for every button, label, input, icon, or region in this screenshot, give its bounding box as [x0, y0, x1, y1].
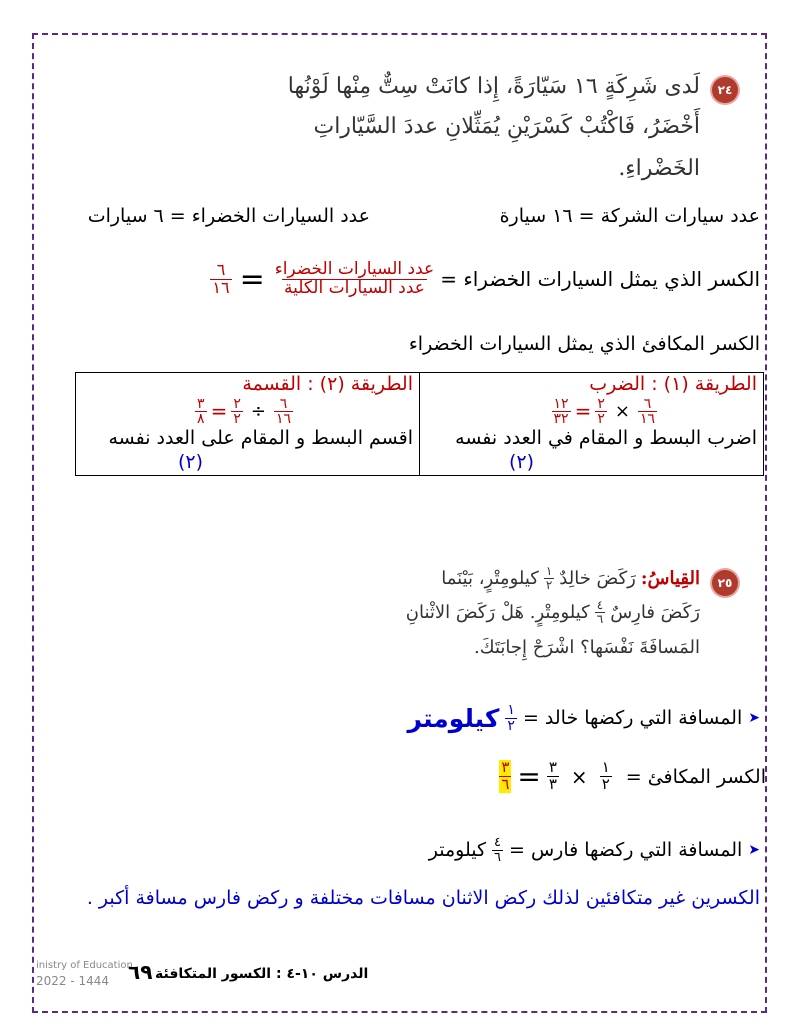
m2-original: [274, 397, 293, 427]
fares-den: ٦: [494, 849, 501, 865]
q25-khalid-num: ١: [545, 564, 553, 578]
m1-result: [552, 397, 571, 427]
numeric-denominator: ١٦: [212, 277, 230, 297]
equivalent-label: الكسر المكافئ =: [625, 765, 766, 788]
m2-equals: =: [210, 399, 228, 424]
lesson-title: الدرس ١٠-٤ : الكسور المتكافئة: [155, 966, 369, 982]
eq-original-num: ١: [601, 758, 610, 777]
q24-line1: لَدى شَرِكَةٍ ١٦ سَيّارَةً، إِذا كانَتْ سِتٌّ مِنْها لَوْنُها: [287, 74, 700, 99]
q25-line2-a: رَكَضَ فارِسٌ: [610, 601, 700, 623]
eq-original: [600, 760, 612, 793]
q25-keyword: القِياسُ:: [640, 567, 700, 589]
method-1-equation: [426, 397, 657, 427]
method-2-equation: [82, 397, 293, 427]
fares-label: المسافة التي ركضها فارس =: [509, 839, 743, 862]
m2-result: [195, 397, 207, 427]
green-cars-count: عدد السيارات الخضراء = ٦ سيارات: [87, 205, 370, 227]
method-1-title: الطريقة (١) : الضرب: [589, 373, 757, 395]
company-cars-count: عدد سيارات الشركة = ١٦ سيارة: [499, 205, 760, 227]
method-2-cell: [76, 373, 420, 476]
ministry-watermark: inistry of Education: [36, 960, 133, 971]
eq-result-den: ٦: [501, 775, 510, 793]
fraction-equation: [210, 261, 760, 298]
m1-original-num: ٦: [643, 395, 652, 412]
question-25-badge: ٢٥: [712, 570, 738, 596]
q24-line3: الخَضْراءِ.: [618, 156, 700, 181]
eq-factor: [547, 760, 559, 793]
q25-khalid-fraction: [544, 565, 554, 591]
m2-divisor-num: ٢: [233, 395, 241, 412]
eq-result: [499, 760, 511, 793]
q25-line2: [406, 599, 700, 625]
fares-num: ٤: [494, 835, 501, 850]
words-fraction: [273, 261, 436, 298]
method-2-title: الطريقة (٢) : القسمة: [242, 373, 413, 395]
methods-table: [75, 372, 764, 476]
words-denominator: عدد السيارات الكلية: [284, 277, 425, 298]
fares-distance: [429, 836, 760, 864]
method-1-explanation: اضرب البسط و المقام في العدد نفسه: [455, 427, 757, 450]
method-1-cell: [420, 373, 764, 476]
eq-factor-num: ٣: [548, 758, 557, 777]
fares-fraction: [492, 836, 503, 864]
khalid-distance: [408, 703, 760, 733]
q25-line2-b: كيلومِتْرٍ. هَلْ رَكَضَ الاثْنانِ: [405, 601, 590, 623]
m1-original-den: ١٦: [639, 411, 655, 428]
khalid-fraction: [505, 703, 517, 733]
khalid-unit: كيلومتر: [407, 703, 500, 733]
fares-unit: كيلومتر: [428, 839, 487, 862]
footer-year: 2022 - 1444: [36, 974, 110, 988]
m1-equals: =: [574, 399, 592, 424]
eq-operator: ×: [570, 764, 588, 789]
m1-operator: ×: [614, 400, 630, 422]
q25-fares-den: ٦: [596, 611, 604, 626]
q25-line1-b: كيلومِتْرٍ، بَيْنَما: [441, 567, 539, 589]
question-24-badge: ٢٤: [712, 77, 738, 103]
eq-original-den: ٢: [601, 775, 610, 793]
page-number: ٦٩: [128, 960, 153, 984]
eq-factor-den: ٣: [548, 775, 557, 793]
m2-result-num: ٣: [197, 395, 205, 412]
khalid-label: المسافة التي ركضها خالد =: [522, 707, 743, 730]
method-2-value: (٢): [177, 450, 203, 473]
m1-result-num: ١٢: [553, 395, 569, 412]
m1-original: [638, 397, 657, 427]
numeric-numerator: ٦: [216, 260, 226, 280]
equivalent-fraction-label: الكسر المكافئ الذي يمثل السيارات الخضراء: [408, 333, 760, 355]
m2-result-den: ٨: [197, 411, 205, 428]
q25-fares-num: ٤: [596, 598, 604, 612]
m2-divisor: [231, 397, 243, 427]
eq-result-num: ٣: [501, 758, 510, 777]
arrow-bullet-icon: ➤: [748, 842, 760, 859]
q25-fares-fraction: [595, 599, 605, 625]
q25-line3: المَسافَةَ نَفْسَها؟ اشْرَحْ إِجابَتَكَ.: [474, 637, 700, 658]
m1-factor-num: ٢: [597, 395, 605, 412]
m1-result-den: ٣٢: [553, 411, 569, 428]
arrow-bullet-icon: ➤: [748, 710, 760, 727]
m2-original-num: ٦: [279, 395, 288, 412]
equivalent-equation: [470, 760, 766, 793]
q25-line1: [441, 565, 700, 591]
khalid-num: ١: [507, 702, 515, 718]
method-2-explanation: اقسم البسط و المقام على العدد نفسه: [108, 427, 413, 450]
words-numerator: عدد السيارات الخضراء: [274, 259, 435, 279]
q24-line2: أَخْضَرُ، فَاكْتُبْ كَسْرَيْنِ يُمَثِّلانِ عددَ السَّيّاراتِ: [313, 114, 700, 139]
eq-equals: =: [517, 760, 541, 793]
m2-original-den: ١٦: [275, 411, 291, 428]
fraction-label: الكسر الذي يمثل السيارات الخضراء =: [440, 267, 760, 292]
m1-factor: [595, 397, 607, 427]
method-1-value: (٢): [508, 450, 535, 473]
m2-divisor-den: ٢: [233, 411, 241, 428]
q25-khalid-den: ٢: [545, 577, 553, 592]
conclusion: الكسرين غير متكافئين لذلك ركض الاثنان مسافات مختلفة و ركض فارس مسافة أكبر .: [86, 887, 760, 909]
equals-sign: =: [239, 261, 265, 297]
m1-factor-den: ٢: [597, 411, 605, 428]
q25-line1-a: رَكَضَ خالِدٌ: [559, 567, 636, 589]
numeric-fraction: [210, 262, 231, 297]
khalid-den: ٢: [507, 717, 515, 734]
m2-operator: ÷: [250, 400, 266, 422]
